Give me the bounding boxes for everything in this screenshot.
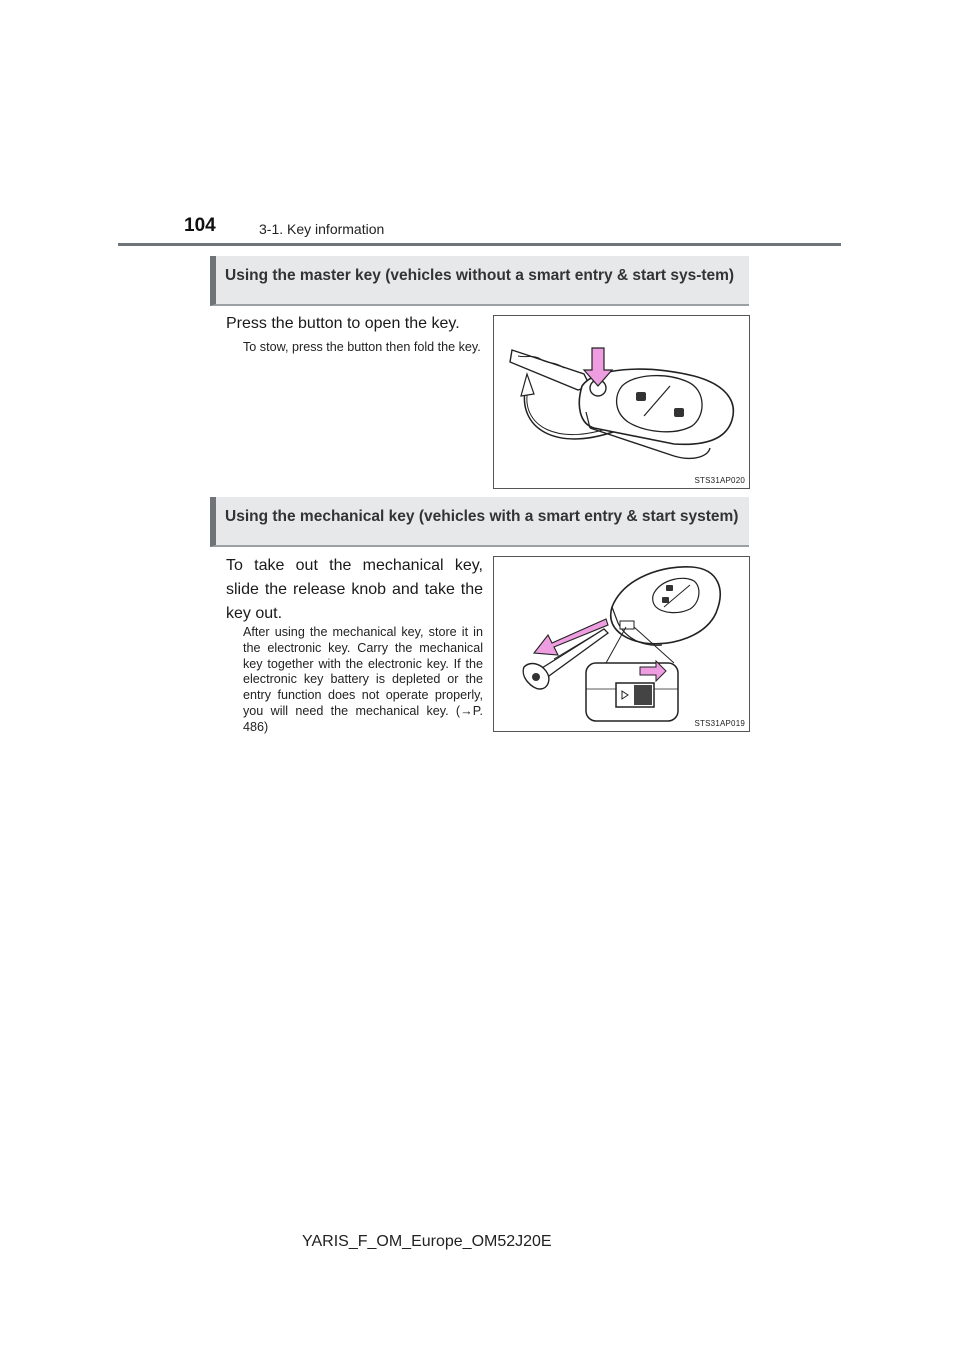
header-rule [118,243,841,246]
section-heading-master-key: Using the master key (vehicles without a smart entry & start sys-tem) [210,256,749,306]
figure-code: STS31AP019 [694,719,745,728]
lead-text-mechanical-key: To take out the mechanical key, slide the release knob and take the key out. [226,557,483,622]
footer-doc-code: YARIS_F_OM_Europe_OM52J20E [302,1233,552,1250]
lead-text-master-key: Press the button to open the key. [226,315,460,332]
figure-master-key [493,315,750,489]
master-key-illustration [494,316,749,488]
section-heading-mechanical-key: Using the mechanical key (vehicles with a smart entry & start system) [210,497,749,547]
figure-mechanical-key [493,556,750,732]
note-text-mechanical-key: After using the mechanical key, store it in the electronic key. Carry the mechanical key together with the electronic key. If the electronic key battery is depleted or the entry function does not operate properly, you will need the mechanical key. (→P. 486) [243,625,483,734]
mechanical-key-illustration [494,557,749,731]
note-text-master-key: To stow, press the button then fold the key. [243,340,481,354]
page-number: 104 [184,215,216,236]
section-title: 3-1. Key information [259,221,385,237]
figure-code: STS31AP020 [694,476,745,485]
